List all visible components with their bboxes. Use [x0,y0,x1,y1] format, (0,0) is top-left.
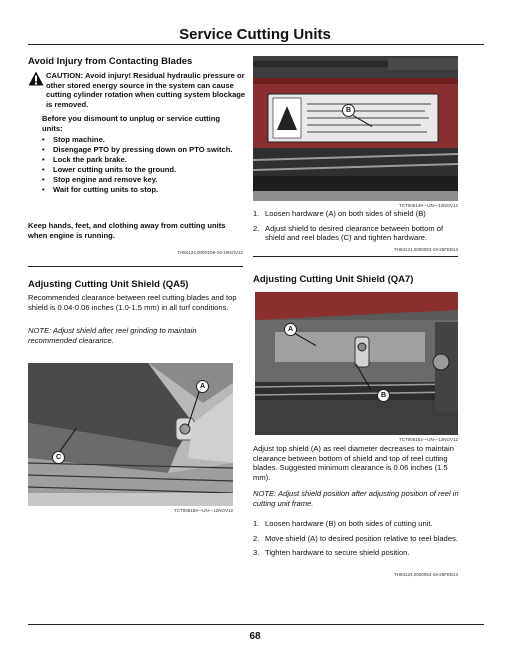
reference-code: TH84124,0000053-19-25FEB13 [393,247,458,252]
footer-rule [28,624,484,625]
step-item [253,534,463,544]
page-number: 68 [249,631,261,642]
step-text: Move shield (A) to desired position relative to reel blades. [265,533,458,543]
section-rule [253,256,458,257]
title-rule [28,44,484,45]
step-text: Adjust shield to desired clearance between bottom of shield and reel blades (C) and tighten hardware. [265,223,444,242]
checklist-item: • Lock the park brake. [42,155,242,165]
callout-b: B [342,104,355,117]
qa5-clearance-text: Recommended clearance between reel cutting blades and top shield is 0.04-0.06 inches (1.0-1.5 mm) in all turf conditions. [28,293,237,312]
step-item [253,224,463,243]
step-number: 3. [253,548,260,557]
section-heading-qa7: Adjusting Cutting Unit Shield (QA7) [253,274,414,285]
shield-adjust-steps [253,209,463,248]
checklist-item: • Wait for cutting units to stop. [42,185,242,195]
warning-triangle-icon [28,71,44,86]
checklist-item: • Lower cutting units to the ground. [42,165,242,175]
page-title: Service Cutting Units [179,26,331,43]
figure-id: TCT006150—UN—12NOV12 [173,508,233,513]
checklist-item: • Disengage PTO by pressing down on PTO switch. [42,145,242,155]
section-heading-avoid-injury: Avoid Injury from Contacting Blades [28,56,193,67]
figure-shield-photo [253,56,458,201]
keep-away-warning: Keep hands, feet, and clothing away from cutting units when engine is running. [28,221,226,240]
checklist-item: • Stop engine and remove key. [42,175,242,185]
qa5-note: NOTE: Adjust shield after reel grinding to maintain recommended clearance. [28,326,197,345]
step-number: 1. [253,519,260,528]
checklist-item: • Stop machine. [42,135,242,145]
safety-checklist [42,135,242,195]
step-text: Loosen hardware (A) on both sides of shield (B) [265,209,426,218]
caution-text: CAUTION: Avoid injury! Residual hydraulic pressure or other stored energy source in the system can cause cutting cylinder rotation when cutting system blockage is removed. [46,71,246,109]
step-number: 2. [253,223,260,233]
figure-id: TCT006149—UN—12NOV12 [398,203,458,208]
section-rule [28,266,243,267]
callout-a: A [196,380,209,393]
step-number: 1. [253,209,260,218]
reference-code: TH84124,0000054-19-25FEB13 [393,572,458,577]
step-item [253,548,463,558]
step-text: Loosen hardware (B) on both sides of cutting unit. [265,519,433,528]
qa7-clearance-text: Adjust top shield (A) as reel diameter decreases to maintain clearance between bottom of shield and top of reel cutting blades. Suggested minimum clearance is 0.06 inches (1.5 mm). [253,444,454,482]
step-item [253,519,463,529]
step-item [253,209,463,219]
step-text: Tighten hardware to secure shield position. [265,548,410,557]
callout-c: C [52,451,65,464]
qa7-adjust-steps [253,519,463,563]
step-number: 2. [253,533,260,543]
reference-code: TH84124,00001D9-19-19NOV12 [177,250,243,255]
callout-b: B [377,389,390,402]
figure-id: TCT006151—UN—12NOV12 [398,437,458,442]
callout-a: A [284,323,297,336]
before-dismount-text: Before you dismount to unplug or service cutting units: [42,114,221,133]
section-heading-qa5: Adjusting Cutting Unit Shield (QA5) [28,279,189,290]
qa7-note: NOTE: Adjust shield position after adjusting position of reel in cutting unit frame. [253,489,459,508]
